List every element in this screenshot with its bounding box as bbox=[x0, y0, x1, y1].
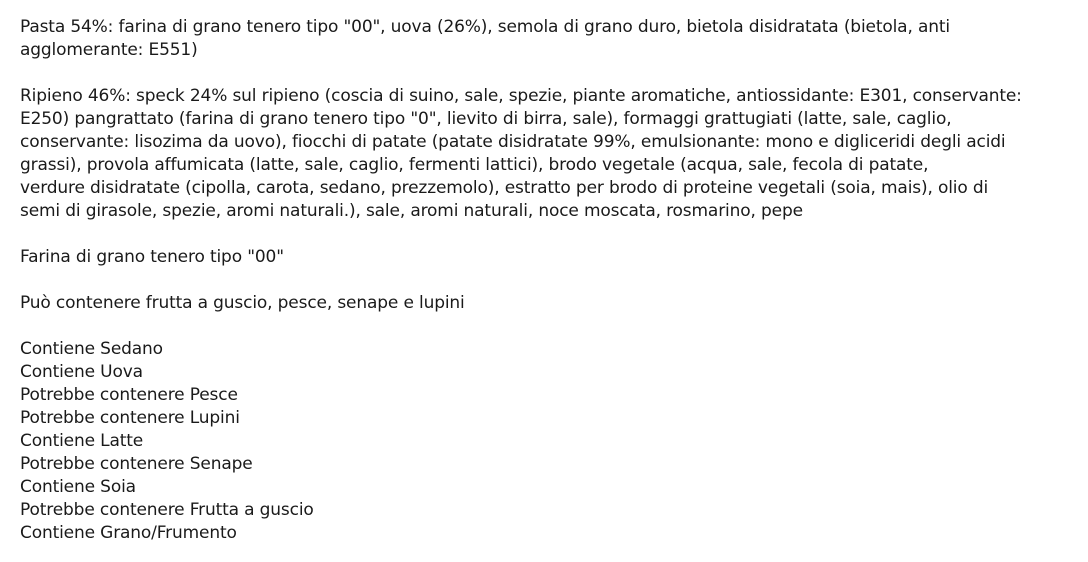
pasta-ingredients bbox=[20, 16, 1074, 62]
text-line: E250) pangrattato (farina di grano tenero tipo "0", lievito di birra, sale), formaggi grattugiati (latte, sale, caglio, bbox=[20, 109, 952, 129]
text-line: verdure disidratate (cipolla, carota, sedano, prezzemolo), estratto per brodo di proteine vegetali (soia, mais), olio di bbox=[20, 178, 989, 198]
ripieno-ingredients bbox=[20, 85, 1074, 223]
allergen-item: Potrebbe contenere Frutta a guscio bbox=[20, 500, 314, 520]
text-line: Ripieno 46%: speck 24% sul ripieno (coscia di suino, sale, spezie, piante aromatiche, antiossidante: E301, conservante: bbox=[20, 86, 1022, 106]
farina-note: Farina di grano tenero tipo "00" bbox=[20, 247, 284, 267]
allergen-item: Contiene Soia bbox=[20, 477, 136, 497]
allergen-item: Potrebbe contenere Pesce bbox=[20, 385, 238, 405]
ingredients-document bbox=[20, 16, 1074, 545]
allergen-item: Contiene Grano/Frumento bbox=[20, 523, 237, 543]
text-line: grassi), provola affumicata (latte, sale, caglio, fermenti lattici), brodo vegetale (acqua, sale, fecola di patate, bbox=[20, 155, 929, 175]
allergen-item: Contiene Latte bbox=[20, 431, 144, 451]
allergen-item: Potrebbe contenere Senape bbox=[20, 454, 253, 474]
allergen-item: Contiene Uova bbox=[20, 362, 143, 382]
allergen-list bbox=[20, 338, 1074, 545]
may-contain-note: Può contenere frutta a guscio, pesce, senape e lupini bbox=[20, 293, 465, 313]
text-line: conservante: lisozima da uovo), fiocchi di patate (patate disidratate 99%, emulsionante: mono e digliceridi degli acidi bbox=[20, 132, 1006, 152]
allergen-item: Potrebbe contenere Lupini bbox=[20, 408, 240, 428]
text-line: semi di girasole, spezie, aromi naturali.), sale, aromi naturali, noce moscata, rosmarino, pepe bbox=[20, 201, 803, 221]
text-line: agglomerante: E551) bbox=[20, 40, 198, 60]
allergen-item: Contiene Sedano bbox=[20, 339, 163, 359]
text-line: Pasta 54%: farina di grano tenero tipo "00", uova (26%), semola di grano duro, bietola disidratata (bietola, anti bbox=[20, 17, 950, 37]
